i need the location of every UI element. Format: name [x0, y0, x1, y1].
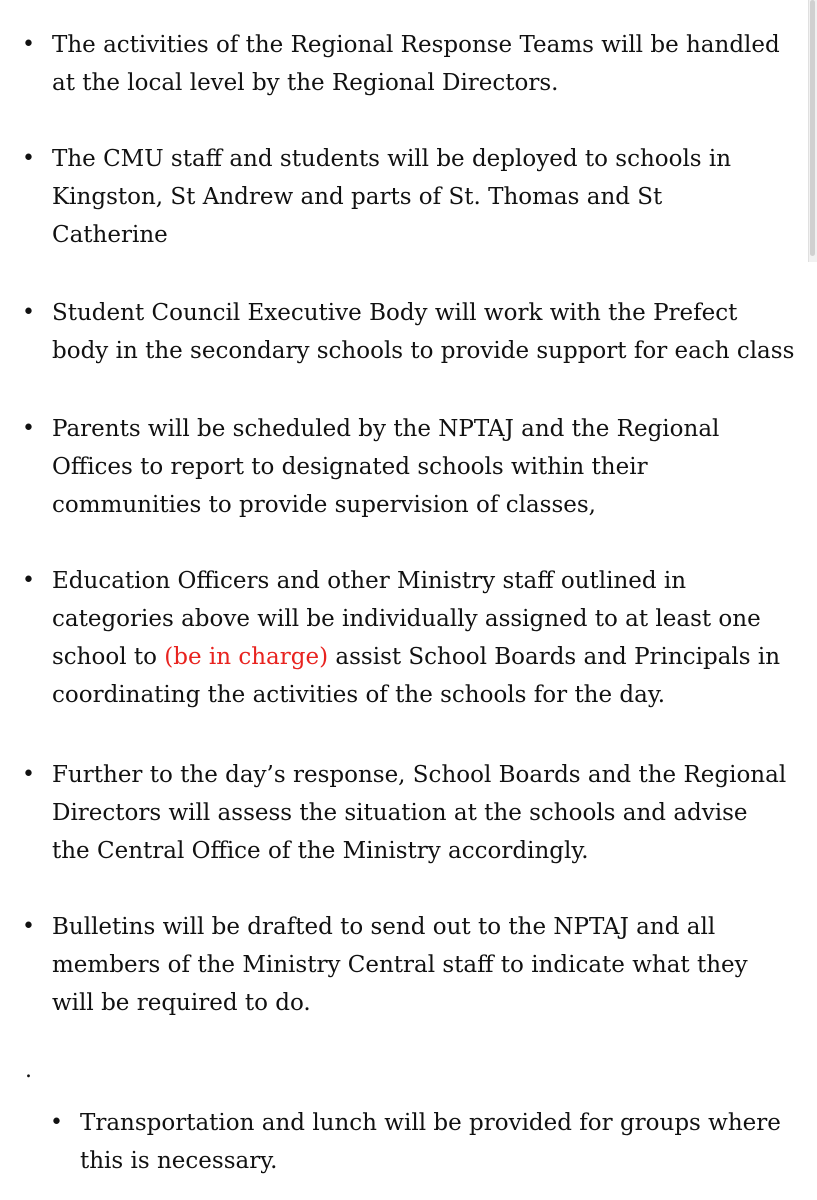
- red-annotation-text: (be in charge): [164, 644, 329, 670]
- bullet-line: members of the Ministry Central staff to indicate what they: [52, 952, 748, 978]
- bullet-icon: •: [22, 300, 35, 325]
- bullet-line: Student Council Executive Body will work with the Prefect: [52, 300, 738, 326]
- bullet-line-prefix: school to: [52, 644, 165, 670]
- bullet-item-student-council: [22, 294, 795, 370]
- bullet-text: [22, 294, 795, 370]
- bullet-line: the Central Office of the Ministry accordingly.: [52, 838, 589, 864]
- bullet-icon: •: [22, 416, 35, 441]
- bullet-icon: •: [50, 1110, 63, 1135]
- bullet-icon: •: [22, 914, 35, 939]
- scrollbar-thumb[interactable]: [810, 0, 815, 256]
- bullet-icon: •: [22, 32, 35, 57]
- bullet-item-cmu-staff: [22, 140, 792, 254]
- bullet-item-education-officers: [22, 562, 792, 714]
- bullet-line: Parents will be scheduled by the NPTAJ and the Regional: [52, 416, 720, 442]
- bullet-line: coordinating the activities of the schools for the day.: [52, 682, 666, 708]
- bullet-line: communities to provide supervision of classes,: [52, 492, 596, 518]
- bullet-line: The CMU staff and students will be deployed to schools in: [52, 146, 732, 172]
- bullet-text: [22, 908, 792, 1022]
- bullet-line: will be required to do.: [52, 990, 311, 1016]
- bullet-text: [22, 756, 792, 870]
- bullet-icon: •: [22, 146, 35, 171]
- bullet-line: Bulletins will be drafted to send out to the NPTAJ and all: [52, 914, 716, 940]
- bullet-line: this is necessary.: [80, 1148, 278, 1174]
- bullet-item-regional-response: [22, 26, 792, 102]
- bullet-text: [22, 26, 792, 102]
- bullet-line: categories above will be individually assigned to at least one: [52, 606, 761, 632]
- bullet-icon: •: [22, 568, 35, 593]
- bullet-item-bulletins: [22, 908, 792, 1022]
- bullet-item-further-response: [22, 756, 792, 870]
- bullet-line: body in the secondary schools to provide support for each class: [52, 338, 795, 364]
- bullet-line: Kingston, St Andrew and parts of St. Thomas and St: [52, 184, 663, 210]
- bullet-line: Directors will assess the situation at the schools and advise: [52, 800, 748, 826]
- bullet-line: The activities of the Regional Response Teams will be handled: [52, 32, 780, 58]
- separator-period: .: [25, 1058, 32, 1083]
- bullet-line-with-highlight: [52, 638, 792, 676]
- bullet-line: Catherine: [52, 222, 168, 248]
- bullet-item-transportation: [50, 1104, 800, 1180]
- bullet-line: Further to the day’s response, School Boards and the Regional: [52, 762, 787, 788]
- bullet-line-suffix: assist School Boards and Principals in: [328, 644, 781, 670]
- scrollbar-track[interactable]: [808, 0, 817, 262]
- bullet-line: Offices to report to designated schools within their: [52, 454, 648, 480]
- bullet-item-parents: [22, 410, 792, 524]
- bullet-icon: •: [22, 762, 35, 787]
- bullet-line: Education Officers and other Ministry staff outlined in: [52, 568, 687, 594]
- bullet-line: at the local level by the Regional Directors.: [52, 70, 559, 96]
- bullet-text: [22, 562, 792, 714]
- bullet-text: [50, 1104, 800, 1180]
- bullet-line: Transportation and lunch will be provided for groups where: [80, 1110, 781, 1136]
- bullet-text: [22, 410, 792, 524]
- bullet-text: [22, 140, 792, 254]
